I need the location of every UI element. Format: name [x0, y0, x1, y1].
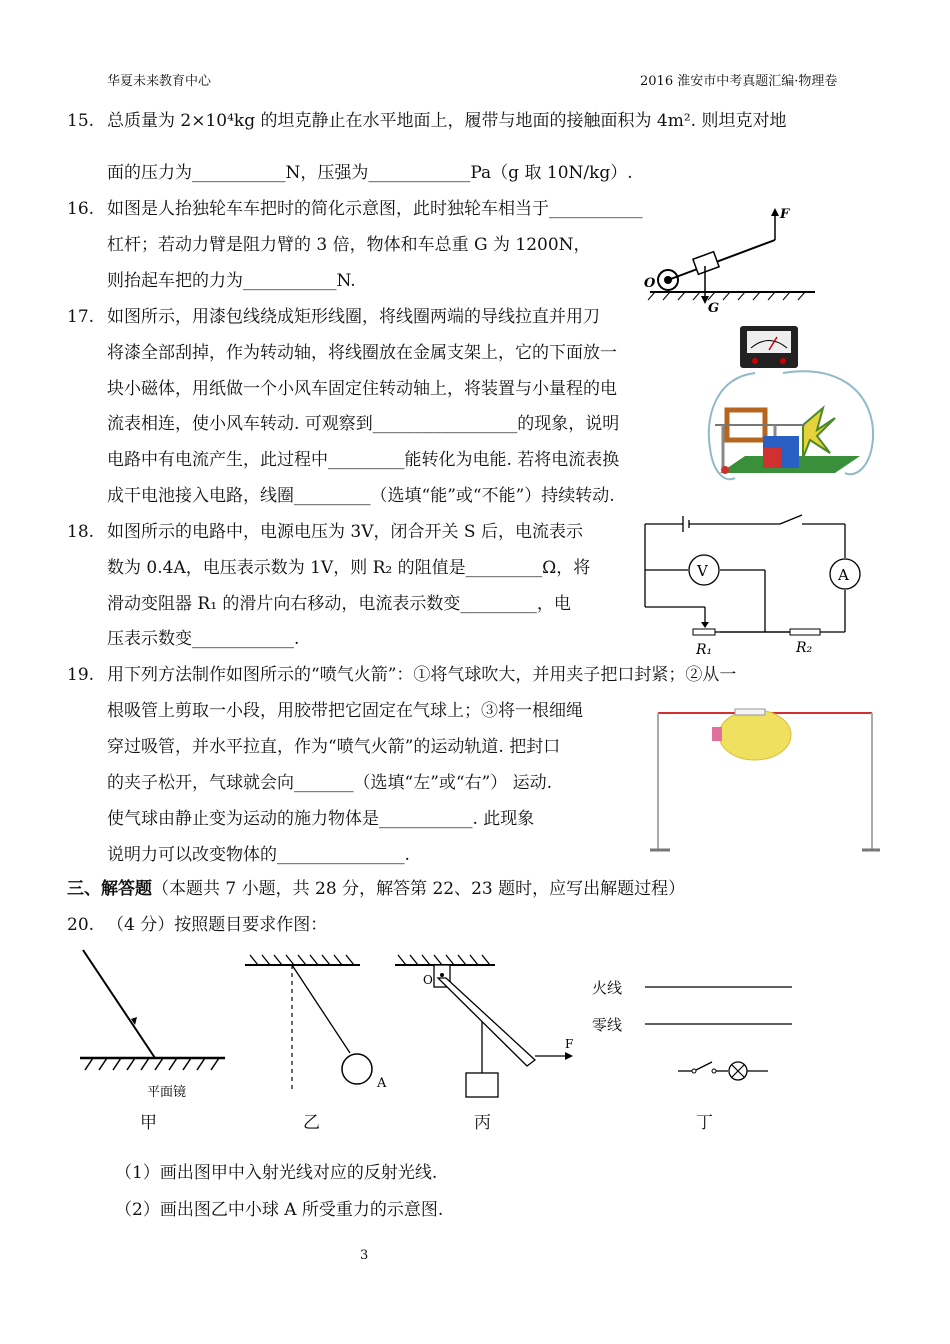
household-circuit-figure — [640, 975, 810, 1090]
neutral-wire-label: 零线 — [592, 1016, 623, 1034]
fig-bing-label: 丙 — [474, 1113, 491, 1133]
circuit-figure — [640, 512, 870, 662]
mirror-figure — [75, 945, 235, 1105]
q17-line2: 将漆全部刮掉，作为转动轴，将线圈放在金属支架上，它的下面放一 — [107, 343, 617, 363]
mirror-label: 平面镜 — [147, 1085, 187, 1100]
q15-line1: 总质量为 2×10⁴kg 的坦克静止在水平地面上，履带与地面的接触面积为 4m². 则坦克对地 — [107, 111, 787, 131]
q20-number: 20. — [67, 915, 95, 935]
q19-line4: 的夹子松开，气球就会向_______（选填“左”或“右”） 运动. — [107, 773, 553, 793]
pivot-o-label-2: O — [423, 973, 433, 987]
fig-ding-label: 丁 — [696, 1113, 713, 1133]
q20-text: （4 分）按照题目要求作图： — [107, 915, 328, 935]
q19-line2: 根吸管上剪取一小段，用胶带把它固定在气球上；③将一根细绳 — [107, 701, 583, 721]
q18-line2: 数为 0.4A，电压表示数为 1V，则 R₂ 的阻值是_________Ω，将 — [107, 558, 591, 578]
balloon-rocket-figure — [650, 705, 880, 855]
lever-figure — [390, 948, 590, 1103]
q16-line3: 则抬起车把的力为___________N. — [107, 271, 356, 291]
q19-line5: 使气球由静止变为运动的施力物体是___________. 此现象 — [107, 809, 535, 829]
section3-title: 三、解答题 — [67, 879, 152, 899]
q17-number: 17. — [67, 307, 95, 327]
q19-number: 19. — [67, 665, 95, 685]
wheelbarrow-figure — [640, 200, 820, 315]
r1-label: R₁ — [696, 642, 713, 658]
page-number: 3 — [360, 1248, 369, 1263]
section3-desc: （本题共 7 小题，共 28 分，解答第 22、23 题时，应写出解题过程） — [152, 879, 686, 899]
q19-line1: 用下列方法制作如图所示的“喷气火箭”：①将气球吹大，并用夹子把口封紧；②从一 — [107, 665, 737, 685]
pivot-o-label: O — [644, 276, 656, 291]
fig-jia-label: 甲 — [140, 1113, 157, 1133]
header-left: 华夏未来教育中心 — [107, 74, 212, 89]
q18-line1: 如图所示的电路中，电源电压为 3V，闭合开关 S 后，电流表示 — [107, 522, 583, 542]
fig-yi-label: 乙 — [303, 1113, 320, 1133]
q17-line5: 电路中有电流产生，此过程中_________能转化为电能. 若将电流表换 — [107, 450, 620, 470]
force-f-label: F — [780, 207, 790, 222]
ball-a-label: A — [377, 1076, 387, 1091]
voltmeter-label: V — [697, 562, 708, 580]
q15-number: 15. — [67, 111, 95, 131]
q18-line3: 滑动变阻器 R₁ 的滑片向右移动，电流表示数变_________，电 — [107, 594, 571, 614]
force-f-label-2: F — [565, 1037, 574, 1051]
q19-line6: 说明力可以改变物体的_______________. — [107, 845, 410, 865]
pendulum-figure — [240, 950, 400, 1100]
q20-part1: （1）画出图甲中入射光线对应的反射光线. — [115, 1163, 438, 1183]
header-right: 2016 淮安市中考真题汇编·物理卷 — [640, 74, 838, 89]
gravity-g-label: G — [708, 301, 720, 315]
ammeter-label: A — [838, 566, 849, 584]
q16-line2: 杠杆；若动力臂是阻力臂的 3 倍，物体和车总重 G 为 1200N， — [107, 235, 591, 255]
r2-label: R₂ — [796, 640, 813, 656]
q17-line3: 块小磁体，用纸做一个小风车固定住转动轴上，将装置与小量程的电 — [107, 379, 617, 399]
q16-line1: 如图是人抬独轮车车把时的简化示意图，此时独轮车相当于___________ — [107, 199, 643, 219]
q15-line2: 面的压力为___________N，压强为____________Pa（g 取 10N/kg）. — [107, 163, 633, 183]
q17-line1: 如图所示，用漆包线绕成矩形线圈，将线圈两端的导线拉直并用刀 — [107, 307, 600, 327]
q18-number: 18. — [67, 522, 95, 542]
q17-line6: 成干电池接入电路，线圈_________（选填“能”或“不能”）持续转动. — [107, 486, 615, 506]
q18-line4: 压表示数变____________. — [107, 629, 300, 649]
q20-part2: （2）画出图乙中小球 A 所受重力的示意图. — [115, 1200, 444, 1220]
q16-number: 16. — [67, 199, 95, 219]
generator-figure — [705, 318, 880, 490]
q17-line4: 流表相连，使小风车转动. 可观察到_________________的现象，说明 — [107, 414, 620, 434]
q19-line3: 穿过吸管，并水平拉直，作为“喷气火箭”的运动轨道. 把封口 — [107, 737, 561, 757]
live-wire-label: 火线 — [592, 979, 623, 997]
